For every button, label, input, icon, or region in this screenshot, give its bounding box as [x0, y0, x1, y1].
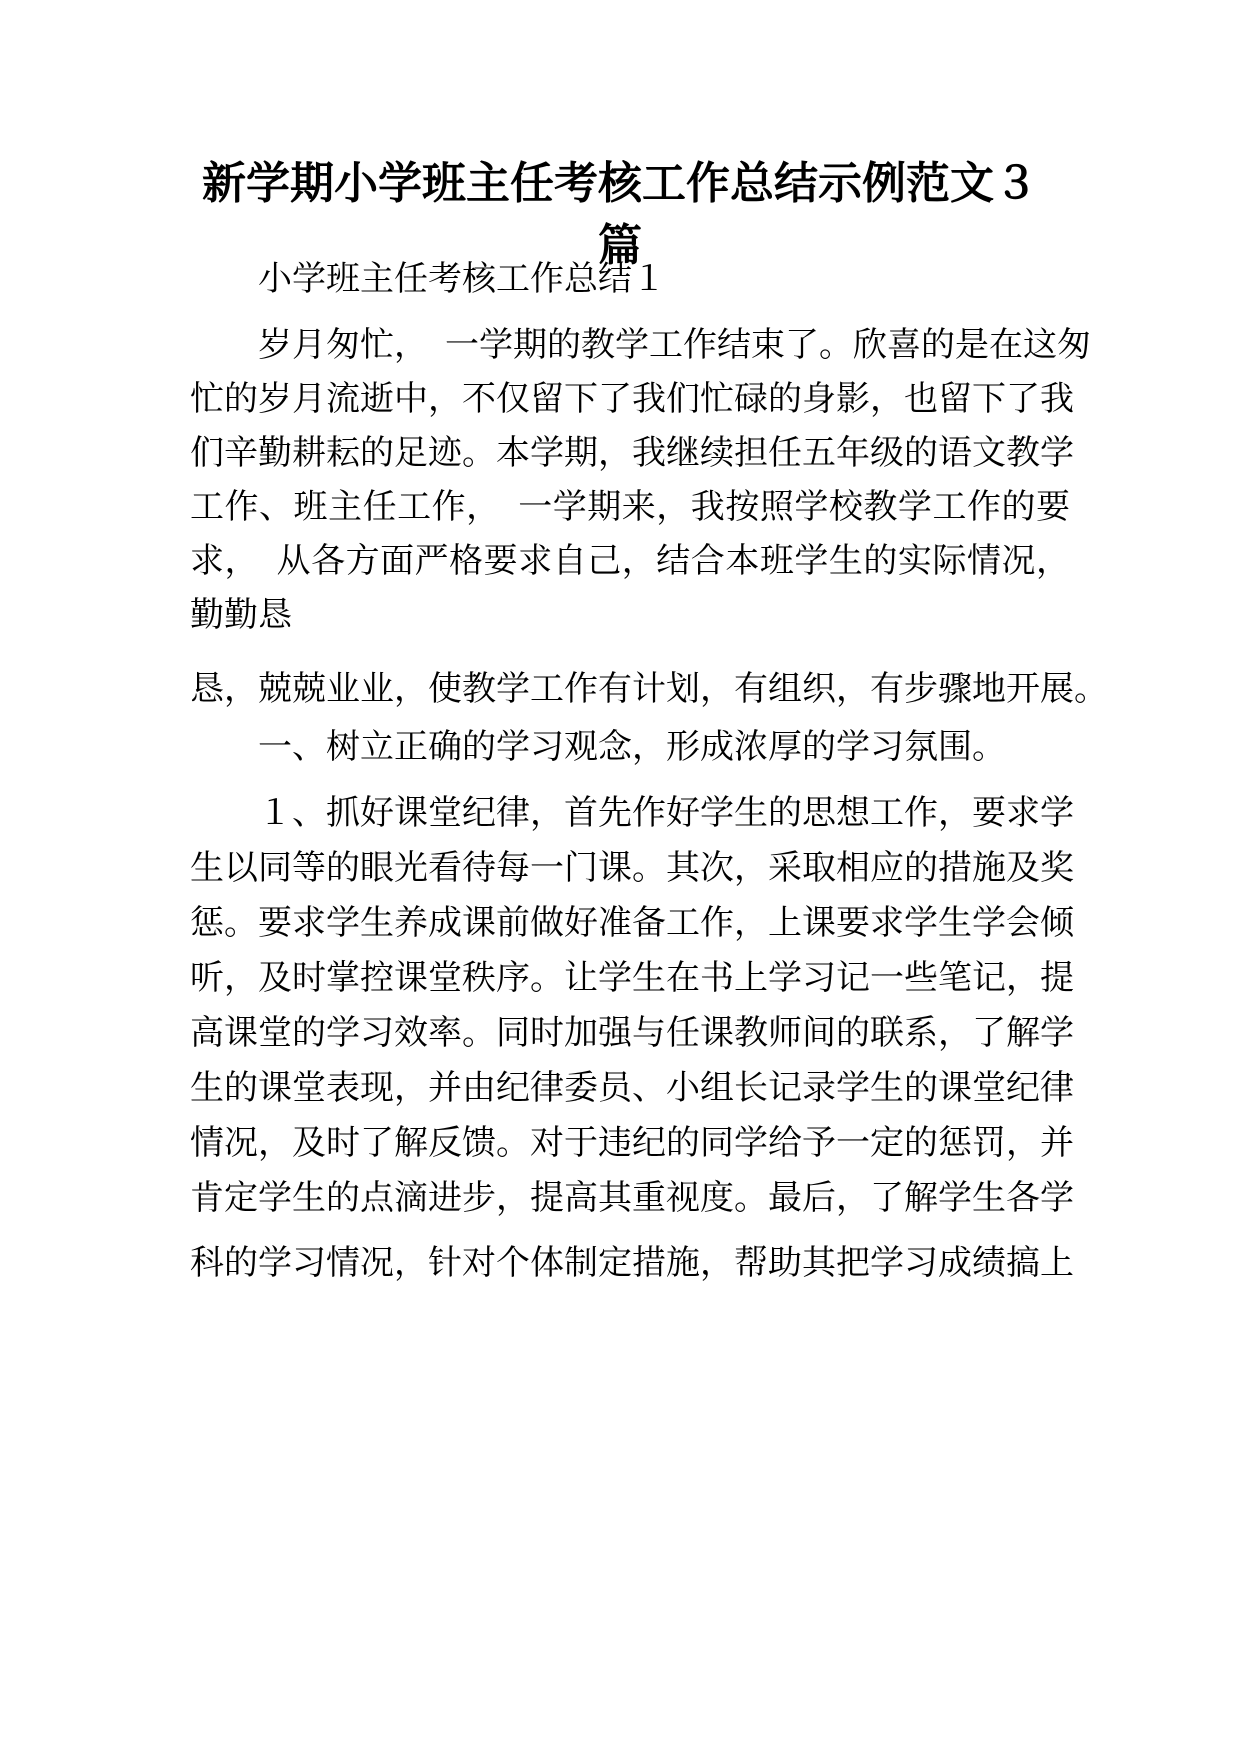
paragraph-line: 勤勤恳 — [190, 595, 292, 635]
paragraph-line: 高课堂的学习效率。同时加强与任课教师间的联系，了解学 — [190, 1013, 1074, 1053]
paragraph-line: 工作、班主任工作， 一学期来，我按照学校教学工作的要 — [190, 487, 1070, 527]
paragraph-line: 生的课堂表现，并由纪律委员、小组长记录学生的课堂纪律 — [190, 1068, 1074, 1108]
paragraph-line: 科的学习情况，针对个体制定措施，帮助其把学习成绩搞上 — [190, 1243, 1074, 1283]
paragraph-line: １、抓好课堂纪律，首先作好学生的思想工作，要求学 — [258, 793, 1074, 833]
paragraph-line: 们辛勤耕耘的足迹。本学期，我继续担任五年级的语文教学 — [190, 433, 1074, 473]
paragraph-line: 听，及时掌控课堂秩序。让学生在书上学习记一些笔记，提 — [190, 958, 1074, 998]
paragraph-line: 恳，兢兢业业，使教学工作有计划，有组织，有步骤地开展。 — [190, 669, 1108, 709]
paragraph-line: 惩。要求学生养成课前做好准备工作，上课要求学生学会倾 — [190, 903, 1074, 943]
document-title-line-2: 篇 — [598, 220, 642, 271]
paragraph-line: 求， 从各方面严格要求自己，结合本班学生的实际情况， — [190, 541, 1070, 581]
paragraph-line: 肯定学生的点滴进步，提高其重视度。最后，了解学生各学 — [190, 1178, 1074, 1218]
paragraph-line: 情况，及时了解反馈。对于违纪的同学给予一定的惩罚，并 — [190, 1123, 1074, 1163]
paragraph-line: 生以同等的眼光看待每一门课。其次，采取相应的措施及奖 — [190, 848, 1074, 888]
document-title-line-1: 新学期小学班主任考核工作总结示例范文３ — [202, 158, 1038, 209]
section-heading: 小学班主任考核工作总结１ — [258, 259, 666, 299]
paragraph-line: 忙的岁月流逝中，不仅留下了我们忙碌的身影，也留下了我 — [190, 379, 1074, 419]
paragraph-line: 岁月匆忙， 一学期的教学工作结束了。欣喜的是在这匆 — [258, 325, 1091, 365]
subheading: 一、树立正确的学习观念，形成浓厚的学习氛围。 — [258, 727, 1006, 767]
